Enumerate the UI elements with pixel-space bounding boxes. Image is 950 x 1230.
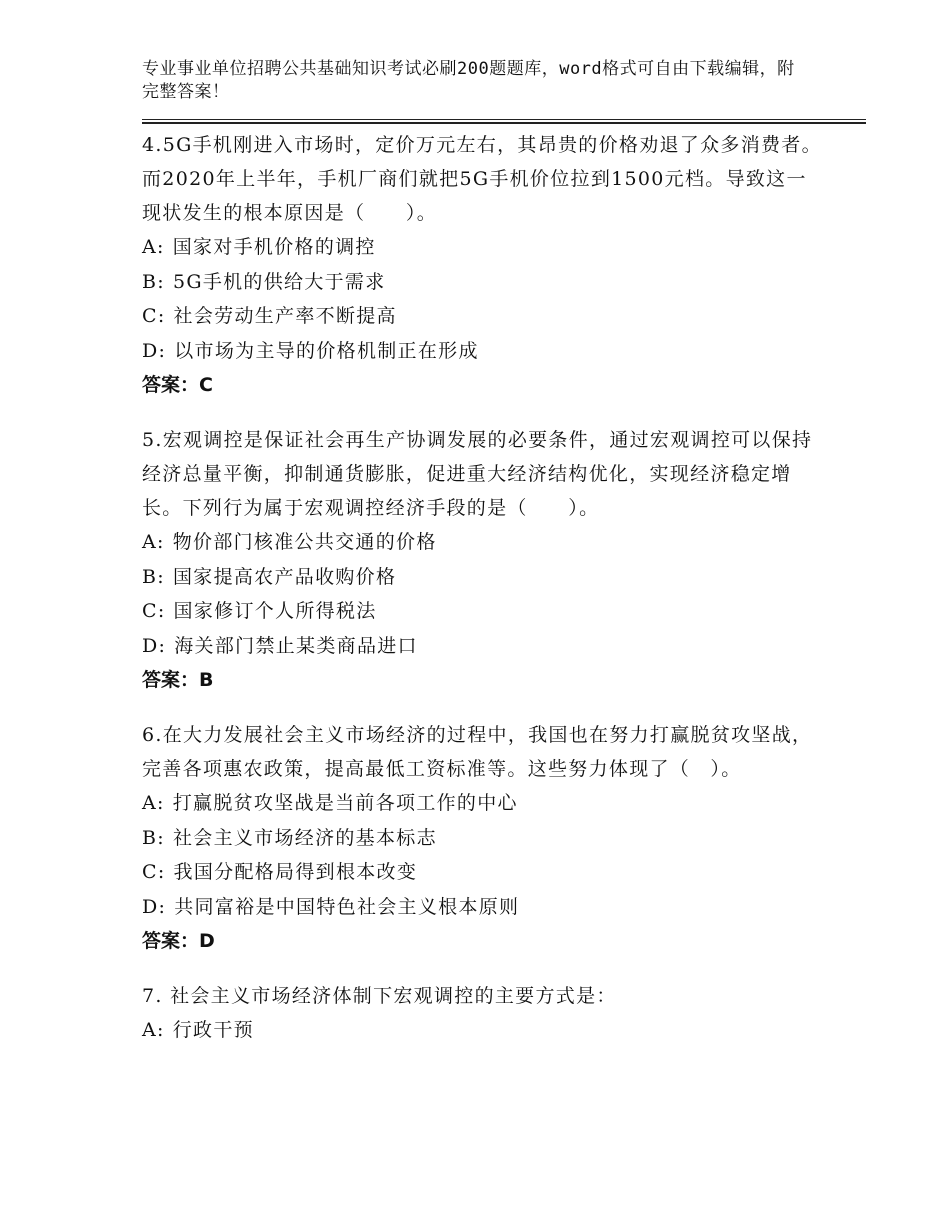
option-d bbox=[142, 890, 822, 925]
answer: 答案：B bbox=[142, 669, 214, 691]
option-c bbox=[142, 594, 822, 629]
option-text: 海关部门禁止某类商品进口 bbox=[174, 634, 418, 657]
option-text: 行政干预 bbox=[172, 1019, 254, 1041]
option-c bbox=[142, 299, 822, 334]
option-d bbox=[142, 334, 822, 369]
header-divider-thick bbox=[142, 122, 866, 124]
option-key: C: bbox=[142, 600, 166, 622]
option-a bbox=[142, 525, 822, 560]
option-a bbox=[142, 1013, 822, 1048]
option-a bbox=[142, 230, 822, 265]
header-divider-thin bbox=[142, 119, 866, 120]
question-5 bbox=[142, 423, 822, 697]
option-text: 打赢脱贫攻坚战是当前各项工作的中心 bbox=[172, 792, 518, 814]
question-text: 6.在大力发展社会主义市场经济的过程中，我国也在努力打赢脱贫攻坚战，完善各项惠农政策，提高最低工资标准等。这些努力体现了（ ）。 bbox=[142, 724, 813, 780]
option-text: 国家修订个人所得税法 bbox=[173, 600, 377, 622]
option-key: A: bbox=[142, 531, 165, 553]
answer: 答案：D bbox=[142, 930, 215, 952]
option-key: B: bbox=[142, 826, 165, 849]
option-c bbox=[142, 855, 822, 890]
option-key: A: bbox=[142, 792, 165, 814]
option-text: 社会劳动生产率不断提高 bbox=[173, 305, 397, 327]
option-key: B: bbox=[142, 565, 165, 588]
answer: 答案：C bbox=[142, 374, 213, 396]
question-4 bbox=[142, 128, 822, 402]
question-6 bbox=[142, 718, 822, 958]
option-b bbox=[142, 821, 822, 856]
option-key: D: bbox=[142, 895, 167, 918]
option-text: 物价部门核准公共交通的价格 bbox=[172, 531, 437, 553]
option-text: 5G手机的供给大于需求 bbox=[172, 270, 386, 293]
header-title: 专业事业单位招聘公共基础知识考试必刷200题题库，word格式可自由下载编辑，附完整答案！ bbox=[142, 59, 795, 102]
option-a bbox=[142, 786, 822, 821]
option-key: D: bbox=[142, 339, 167, 362]
option-d bbox=[142, 629, 822, 664]
option-key: C: bbox=[142, 861, 166, 883]
option-text: 社会主义市场经济的基本标志 bbox=[172, 826, 437, 849]
option-key: B: bbox=[142, 270, 165, 293]
option-text: 我国分配格局得到根本改变 bbox=[173, 861, 418, 883]
option-key: D: bbox=[142, 634, 167, 657]
option-text: 国家对手机价格的调控 bbox=[172, 236, 376, 258]
option-key: A: bbox=[142, 1019, 165, 1041]
question-text: 5.宏观调控是保证社会再生产协调发展的必要条件，通过宏观调控可以保持经济总量平衡，抑制通货膨胀，促进重大经济结构优化，实现经济稳定增长。下列行为属于宏观调控经济手段的是（ ）。 bbox=[142, 429, 813, 519]
question-text: 7. 社会主义市场经济体制下宏观调控的主要方式是： bbox=[142, 985, 617, 1007]
option-key: A: bbox=[142, 236, 165, 258]
option-text: 国家提高农产品收购价格 bbox=[172, 565, 397, 588]
option-key: C: bbox=[142, 305, 166, 327]
question-text: 4.5G手机刚进入市场时，定价万元左右，其昂贵的价格劝退了众多消费者。而2020年上半年，手机厂商们就把5G手机价位拉到1500元档。导致这一现状发生的根本原因是（ ）。 bbox=[142, 134, 822, 224]
option-text: 以市场为主导的价格机制正在形成 bbox=[174, 339, 479, 362]
option-b bbox=[142, 265, 822, 300]
question-list bbox=[142, 128, 822, 1069]
option-b bbox=[142, 560, 822, 595]
document-header bbox=[142, 58, 802, 104]
option-text: 共同富裕是中国特色社会主义根本原则 bbox=[174, 895, 520, 918]
question-7 bbox=[142, 979, 822, 1048]
